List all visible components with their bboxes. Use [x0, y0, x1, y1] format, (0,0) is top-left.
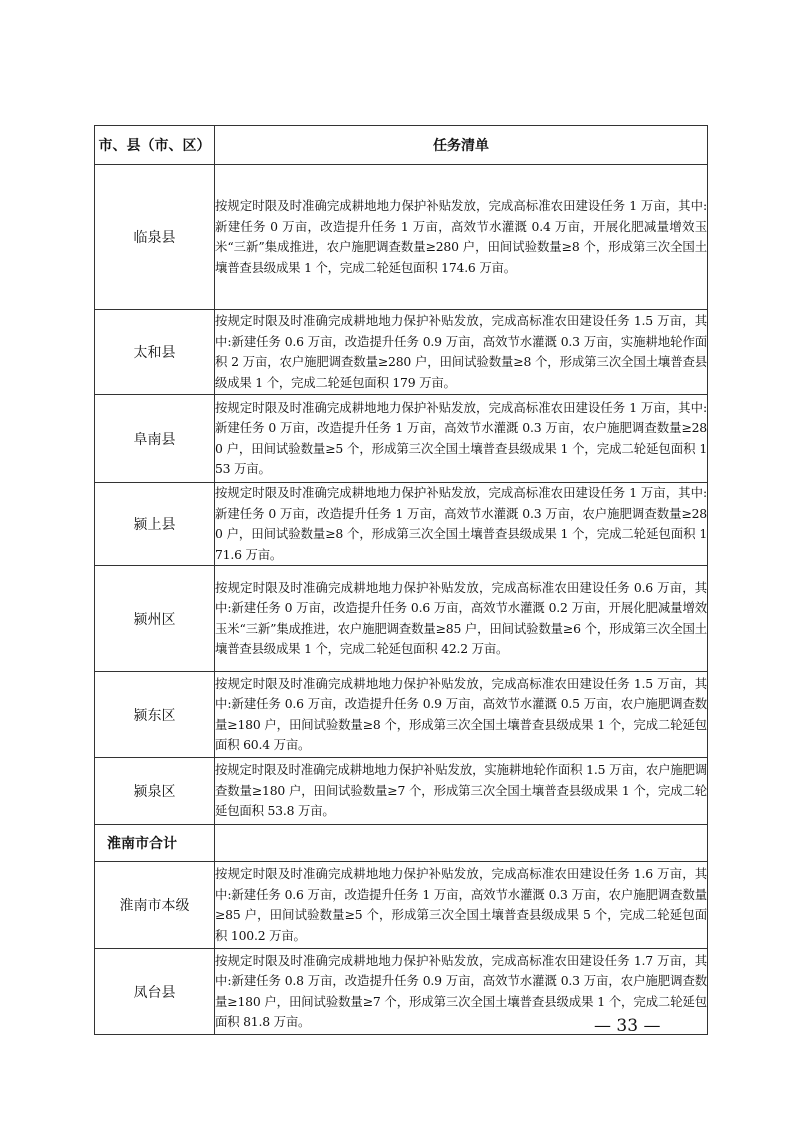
- region-cell: 颍上县: [95, 483, 215, 566]
- task-cell: 按规定时限及时准确完成耕地地力保护补贴发放，完成高标准农田建设任务 0.6 万亩，其中:新建任务 0 万亩，改造提升任务 0.6 万亩，高效节水灌溉 0.2 万亩，开展化肥减量增效玉米“三新”集成推进，农户施肥调查数量≥85 户，田间试验数量≥6 个，形成第三次全国土壤普查县级成果 1 个，完成二轮延包面积 42.2 万亩。: [215, 566, 708, 672]
- task-cell: 按规定时限及时准确完成耕地地力保护补贴发放，完成高标准农田建设任务 1 万亩，其中:新建任务 0 万亩，改造提升任务 1 万亩，高效节水灌溉 0.3 万亩，农户施肥调查数量≥280 户，田间试验数量≥8 个，形成第三次全国土壤普查县级成果 1 个，完成二轮延包面积 171.6 万亩。: [215, 483, 708, 566]
- table-row: [95, 310, 708, 395]
- region-cell: 颍东区: [95, 672, 215, 758]
- table-row: [95, 165, 708, 310]
- region-cell: 临泉县: [95, 165, 215, 310]
- task-cell: 按规定时限及时准确完成耕地地力保护补贴发放，实施耕地轮作面积 1.5 万亩，农户施肥调查数量≥180 户，田间试验数量≥7 个，形成第三次全国土壤普查县级成果 1 个，完成二轮延包面积 53.8 万亩。: [215, 758, 708, 825]
- region-cell: 太和县: [95, 310, 215, 395]
- region-cell: 颍泉区: [95, 758, 215, 825]
- table-row: [95, 395, 708, 483]
- task-cell: 按规定时限及时准确完成耕地地力保护补贴发放，完成高标准农田建设任务 1.6 万亩，其中:新建任务 0.6 万亩，改造提升任务 1 万亩，高效节水灌溉 0.3 万亩，农户施肥调查数量≥85 户，田间试验数量≥5 个，形成第三次全国土壤普查县级成果 5 个，完成二轮延包面积 100.2 万亩。: [215, 862, 708, 949]
- task-cell: 按规定时限及时准确完成耕地地力保护补贴发放，完成高标准农田建设任务 1 万亩，其中:新建任务 0 万亩，改造提升任务 1 万亩，高效节水灌溉 0.3 万亩，农户施肥调查数量≥280 户，田间试验数量≥5 个，形成第三次全国土壤普查县级成果 1 个，完成二轮延包面积 153 万亩。: [215, 395, 708, 483]
- table-header-row: [95, 126, 708, 165]
- task-cell: [215, 825, 708, 862]
- table-row: [95, 566, 708, 672]
- page-number: — 33 —: [594, 1016, 661, 1036]
- table-row: [95, 758, 708, 825]
- region-cell: 颍州区: [95, 566, 215, 672]
- column-header-region: 市、县（市、区）: [95, 126, 215, 165]
- task-cell: 按规定时限及时准确完成耕地地力保护补贴发放，完成高标准农田建设任务 1.5 万亩，其中:新建任务 0.6 万亩，改造提升任务 0.9 万亩，高效节水灌溉 0.5 万亩，农户施肥调查数量≥180 户，田间试验数量≥8 个，形成第三次全国土壤普查县级成果 1 个，完成二轮延包面积 60.4 万亩。: [215, 672, 708, 758]
- region-cell: 阜南县: [95, 395, 215, 483]
- table-row: [95, 483, 708, 566]
- task-cell: 按规定时限及时准确完成耕地地力保护补贴发放，完成高标准农田建设任务 1.5 万亩，其中:新建任务 0.6 万亩，改造提升任务 0.9 万亩，高效节水灌溉 0.3 万亩，实施耕地轮作面积 2 万亩，农户施肥调查数量≥280 户，田间试验数量≥8 个，形成第三次全国土壤普查县级成果 1 个，完成二轮延包面积 179 万亩。: [215, 310, 708, 395]
- table-row: [95, 672, 708, 758]
- region-cell: 淮南市本级: [95, 862, 215, 949]
- table-row: [95, 825, 708, 862]
- table-row: [95, 862, 708, 949]
- task-cell: 按规定时限及时准确完成耕地地力保护补贴发放，完成高标准农田建设任务 1.7 万亩，其中:新建任务 0.8 万亩，改造提升任务 0.9 万亩，高效节水灌溉 0.3 万亩，农户施肥调查数量≥180 户，田间试验数量≥7 个，形成第三次全国土壤普查县级成果 1 个，完成二轮延包面积 81.8 万亩。: [215, 949, 708, 1035]
- region-cell: 凤台县: [95, 949, 215, 1035]
- task-table: [94, 125, 708, 1035]
- task-cell: 按规定时限及时准确完成耕地地力保护补贴发放，完成高标准农田建设任务 1 万亩，其中:新建任务 0 万亩，改造提升任务 1 万亩，高效节水灌溉 0.4 万亩，开展化肥减量增效玉米“三新”集成推进，农户施肥调查数量≥280 户，田间试验数量≥8 个，形成第三次全国土壤普查县级成果 1 个，完成二轮延包面积 174.6 万亩。: [215, 165, 708, 310]
- column-header-task-list: 任务清单: [215, 126, 708, 165]
- region-cell-subtotal: 淮南市合计: [95, 825, 215, 862]
